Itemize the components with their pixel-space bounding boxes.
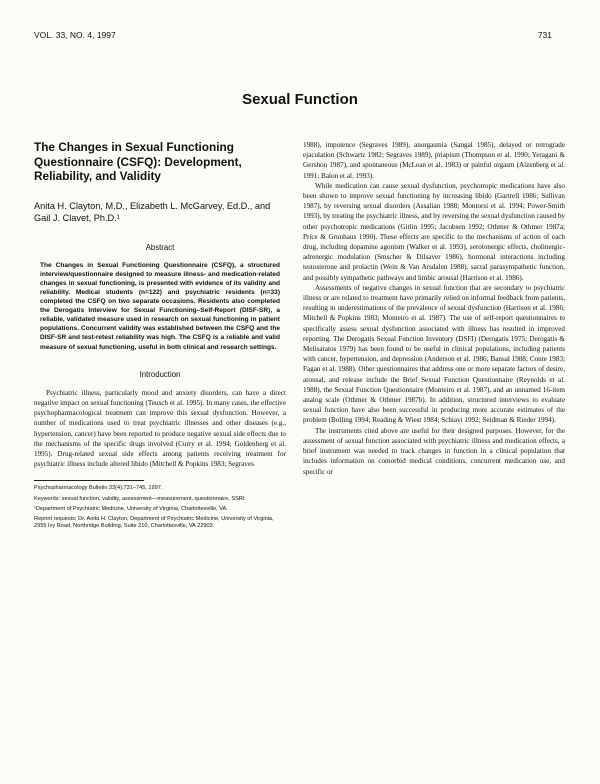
- body-paragraph: Assessments of negative changes in sexual function that are secondary to psychiatric illness or are related to treatment have primarily relied on informal feedback from patients, resulting in underestimations of the prevalence of sexual dysfunction (Harrison et al. 1986; Mitchell & Popkins 1983; Monteiro et al. 1987). The use of self-report questionnaires to specifically assess sexual dysfunction associated with illness has resulted in improved reporting. The Derogatis Sexual Function Inventory (DSFI) (Derogatis 1975; Derogatis & Melisaratos 1979) has been found to be useful in clinical populations, including patients with cancer, hypertension, and depression (Anderson et al. 1986; Bansal 1988; Conte 1983; Fagan et al. 1988). Other questionnaires that address one or more separate factors of desire, arousal, and release include the Brief Sexual Function Questionnaire (Reynolds et al. 1988), the Sexual Function Questionnaire (Monteiro et al. 1987), and an unnamed 16-item analog scale (Othmer & Othmer 1987b). In addition, structured interviews to evaluate sexual function have also been successful in producing more accurate estimates of the problem (Bolling 1994; Reading & Wiest 1984; Schiavi 1992; Seidman & Rieder 1994).: [303, 283, 565, 425]
- journal-issue: VOL. 33, NO. 4, 1997: [34, 30, 116, 40]
- article-title: The Changes in Sexual Functioning Questionnaire (CSFQ): Development, Reliability, and Validity: [34, 140, 242, 183]
- author-list: Anita H. Clayton, M.D., Elizabeth L. McGarvey, Ed.D., and Gail J. Clavet, Ph.D.¹: [34, 200, 271, 223]
- introduction-body: [34, 388, 286, 470]
- page-number: 731: [537, 30, 552, 40]
- footnote-keywords: Keywords: sexual function, validity, assessment—measurement, questionnaire, SSRI.: [34, 495, 246, 502]
- footnote-citation: Psychopharmacology Bulletin 33(4):731–745, 1997.: [34, 485, 163, 492]
- footnote-affiliation: ¹Department of Psychiatric Medicine, University of Virginia, Charlottesville, VA.: [34, 505, 228, 512]
- footnotes: [34, 485, 286, 529]
- introduction-heading: Introduction: [139, 369, 181, 379]
- section-title: Sexual Function: [242, 91, 358, 108]
- abstract-text: The Changes in Sexual Functioning Questionnaire (CSFQ), a structured interview/questionnaire designed to measure illness- and medication-related changes in sexual functioning, is presented with evidence of its validity and reliability. Medical students (n=122) and psychiatric residents (n=33) completed the CSFQ on two separate occasions. Residents also completed the Derogatis Interview for Sexual Functioning–Self-Report (DISF-SR), a reliable, validated measure used in research on sexual functioning in patient populations. Concurrent validity was established between the CSFQ and the DISF-SR and test-retest reliability was high. The CSFQ is a reliable and valid measure of sexual functioning, useful in both clinical and research settings.: [40, 261, 280, 351]
- footnote-reprint-requests: Reprint requests: Dr. Anita H. Clayton, Department of Psychiatric Medicine, University of Virginia, 2955 Ivy Road, Northridge Building, Suite 210, Charlottesville, VA 22903.: [34, 515, 274, 529]
- right-column: [303, 140, 565, 477]
- left-column: [34, 140, 286, 533]
- body-paragraph: The instruments cited above are useful for their designed purposes. However, for the assessment of sexual function associated with psychiatric illness and medication effects, a brief instrument was needed to track changes in function in a clinical population that includes information on comorbid medical conditions, concurrent medication use, and specific or: [303, 426, 565, 476]
- abstract-heading: Abstract: [145, 242, 175, 252]
- body-paragraph: 1988), impotence (Segraves 1989), anorgasmia (Sangal 1985), delayed or retrograde ejaculation (Schwartz 1982; Segraves 1989), priapism (Thompson et al. 1990; Yeragani & Gershon 1987), and spontaneous (McLean et al. 1983) or painful orgasm (Aizenberg et al. 1991; Balon et al. 1993).: [303, 141, 565, 180]
- intro-paragraph: Psychiatric illness, particularly mood and anxiety disorders, can have a direct negative impact on sexual functioning (Teusch et al. 1995). In many cases, the effective psychopharmacological treatment can improve this sexual dysfunction. However, a number of medications used to treat psychiatric illnesses and other diseases (e.g., hypertension, cancer) have been reported to produce negative sexual side effects due to the mechanisms of the specific drugs involved (Curry et al. 1994; Goldenberg et al. 1995). Drug-related sexual side effects among patients receiving treatment for psychiatric illness include altered libido (Mitchell & Popkins 1983; Segraves: [34, 388, 286, 469]
- running-header: [34, 30, 552, 42]
- footnote-rule: [34, 480, 144, 481]
- body-paragraph: While medication can cause sexual dysfunction, psychotropic medications have also been shown to improve sexual functioning by increasing libido (Gartrell 1986; Sullivan 1987), by reversing sexual disorders (Assalian 1988; Montorsi et al. 1994; Power-Smith 1993), by treating the psychiatric illness, and by reversing the sexual dysfunction caused by other psychotropic medications (Gitlin 1995; Jacobsen 1992; Othmer & Othmer 1987a; Price & Grunhaus 1990). These effects are specific to the mechanisms of action of each drug, including dopamine agonism (Walker et al. 1993), serotonergic effects, cholinergic-adrenergic modulation (Smscher & Dilsaver 1986), hormonal interactions including testosterone and prolactin (Wein & Van Arsdalen 1988), sacral parasympathetic function, and possibly sympathetic pathways and limbic arousal (Harrison et al. 1986).: [303, 181, 565, 282]
